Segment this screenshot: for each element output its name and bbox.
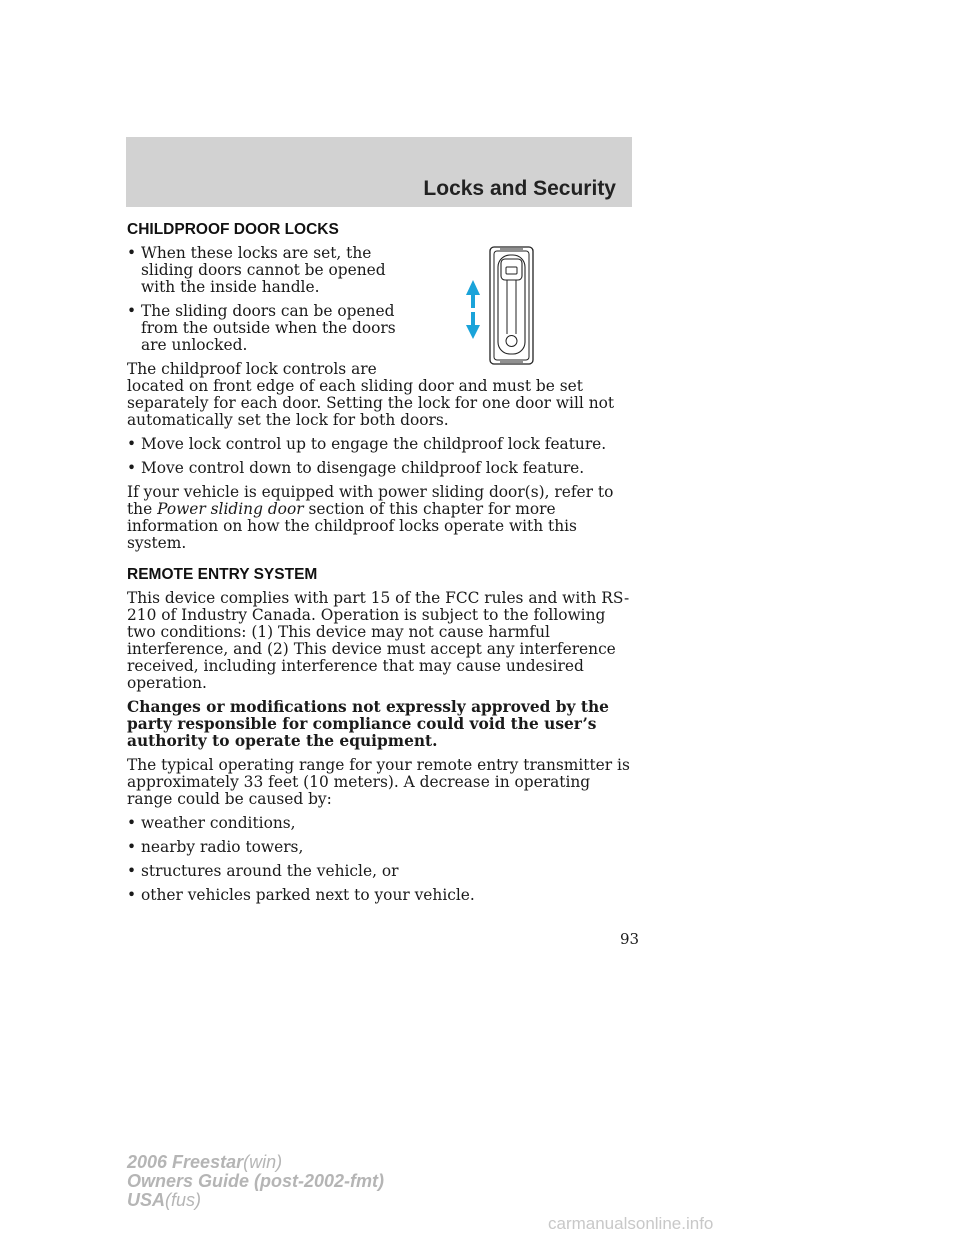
childproof-heading: CHILDPROOF DOOR LOCKS <box>127 221 339 238</box>
childproof-bullet-1: • When these locks are set, the sliding doors cannot be opened with the inside handle. <box>127 245 403 296</box>
childproof-paragraph-1-text: The childproof lock controls are located on front edge of each sliding door and must be set separately for each door. Setting the lock for one door will not automatically set the lock for both doors. <box>127 360 615 429</box>
paragraph-2-text-after: section of this chapter for more information on how the childproof locks operate with this system. <box>127 500 577 552</box>
footer-guide: Owners Guide (post-2002-fmt) <box>127 1171 385 1191</box>
remote-warning: Changes or modifications not expressly approved by the party responsible for compliance could void the user’s authority to operate the equipment. <box>127 698 609 750</box>
document-footer <box>127 1153 384 1210</box>
range-cause-bullet: • weather conditions, <box>127 815 632 832</box>
page-number: 93 <box>620 930 640 948</box>
page-content <box>127 221 632 911</box>
footer-model-code: (win) <box>243 1152 283 1172</box>
remote-entry-heading: REMOTE ENTRY SYSTEM <box>127 566 318 583</box>
section-title: Locks and Security <box>423 177 616 200</box>
footer-model: 2006 Freestar <box>127 1152 244 1172</box>
childproof-bullet-3: • Move lock control up to engage the childproof lock feature. <box>127 436 632 453</box>
childproof-paragraph-1 <box>127 361 632 429</box>
watermark-link[interactable]: carmanualsonline.info <box>548 1214 714 1233</box>
childproof-bullet-4: • Move control down to disengage childproof lock feature. <box>127 460 632 477</box>
power-sliding-door-reference: Power sliding door <box>157 500 304 518</box>
section-header-band <box>126 137 632 207</box>
childproof-paragraph-2 <box>127 484 632 552</box>
footer-market-code: (fus) <box>165 1190 202 1210</box>
paragraph-2-text-before: If your vehicle is equipped with power sliding door(s), refer to the <box>127 483 614 518</box>
range-cause-bullet: • structures around the vehicle, or <box>127 863 632 880</box>
remote-range-paragraph: The typical operating range for your remote entry transmitter is approximately 33 feet (10 meters). A decrease in operating range could be caused by: <box>127 756 630 808</box>
footer-market: USA <box>127 1190 166 1210</box>
remote-fcc-paragraph: This device complies with part 15 of the FCC rules and with RS-210 of Industry Canada. Operation is subject to the following two conditions: (1) This device may not cause harmful interference, and (2) This device must accept any interference received, including interference that may cause undesired operation. <box>127 589 630 692</box>
range-cause-bullet: • nearby radio towers, <box>127 839 632 856</box>
range-cause-bullet: • other vehicles parked next to your vehicle. <box>127 887 632 904</box>
childproof-bullet-2: • The sliding doors can be opened from the outside when the doors are unlocked. <box>127 303 403 354</box>
